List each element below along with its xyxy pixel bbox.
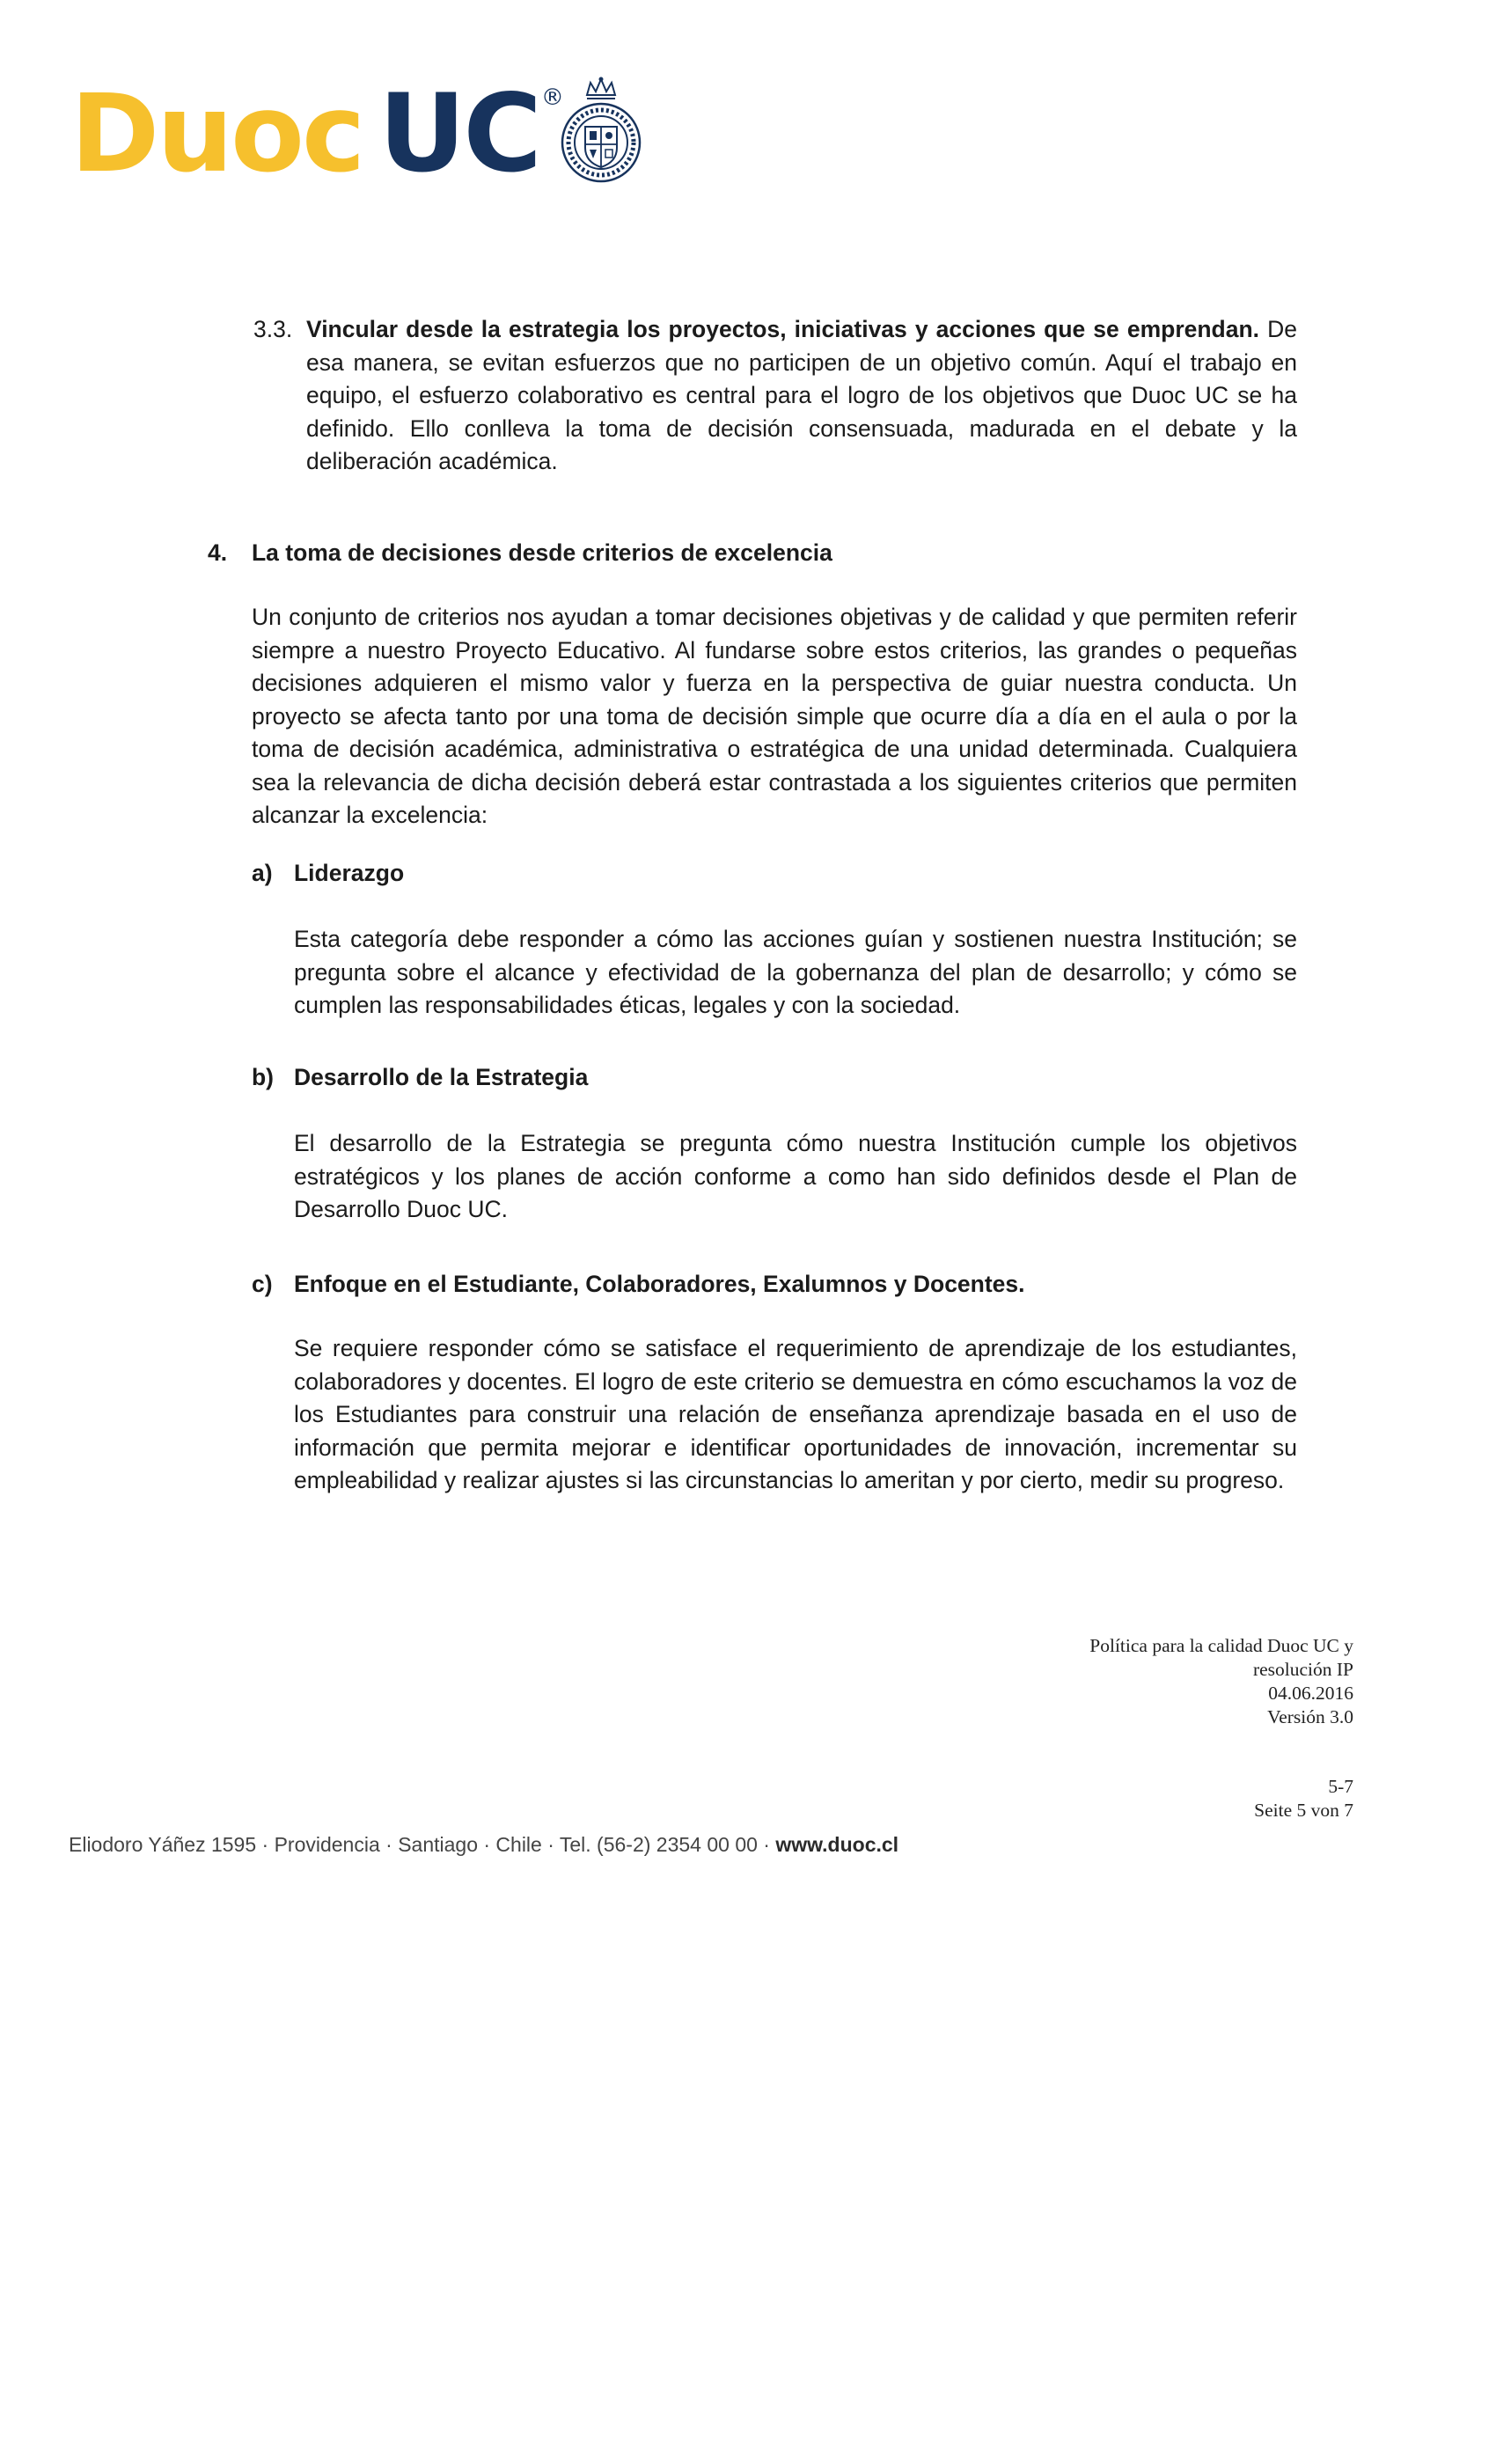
address-text: Eliodoro Yáñez 1595 · Providencia · Santiago · Chile · Tel. (56-2) 2354 00 00 · <box>69 1833 776 1856</box>
logo-uc-text: UC <box>378 71 539 196</box>
criterion-b-heading <box>252 1061 588 1095</box>
item-3-3 <box>253 313 1297 479</box>
footer-address <box>69 1830 898 1859</box>
logo-duoc-text: Duoc <box>70 71 363 196</box>
doc-version: Versión 3.0 <box>1267 1706 1353 1727</box>
criterion-c-title: Enfoque en el Estudiante, Colaboradores, Exalumnos y Docentes. <box>294 1271 1025 1297</box>
criterion-a-letter: a) <box>252 860 273 886</box>
page-number-long: Seite 5 von 7 <box>1254 1800 1353 1821</box>
doc-title-line1: Política para la calidad Duoc UC y <box>1089 1635 1353 1656</box>
criterion-b-title: Desarrollo de la Estrategia <box>294 1064 589 1090</box>
criterion-c-letter: c) <box>252 1271 273 1297</box>
section-4-number: 4. <box>208 539 228 566</box>
duoc-uc-logo <box>70 72 642 195</box>
document-reference <box>1089 1634 1353 1729</box>
item-3-3-text: De esa manera, se evitan esfuerzos que no participen de un objetivo común. Aquí el trabajo en equipo, el esfuerzo colaborativo es central para el logro de los objetivos que Duoc UC se ha definido. Ello conlleva la toma de decisión consensuada, madurada en el debate y la deliberación académica. <box>306 316 1297 474</box>
criterion-a-title: Liderazgo <box>294 860 405 886</box>
registered-mark: ® <box>540 84 564 111</box>
criterion-b-body: El desarrollo de la Estrategia se pregunta cómo nuestra Institución cumple los objetivos estratégicos y los planes de acción conforme a como han sido definidos desde el Plan de Desarrollo Duoc UC. <box>294 1130 1297 1222</box>
section-4-intro: Un conjunto de criterios nos ayudan a tomar decisiones objetivas y de calidad y que permiten referir siempre a nuestro Proyecto Educativo. Al fundarse sobre estos criterios, las grandes o pequeñas decisiones adquieren el mismo valor y fuerza en la perspectiva de guiar nuestra conducta. Un proyecto se afecta tanto por una toma de decisión simple que ocurre día a día en el aula o por la toma de decisión académica, administrativa o estratégica de una unidad determinada. Cualquiera sea la relevancia de dicha decisión deberá estar contrastada a los siguientes criterios que permiten alcanzar la excelencia: <box>252 604 1297 828</box>
page-number-short: 5-7 <box>1328 1776 1353 1797</box>
item-3-3-bold-text: Vincular desde la estrategia los proyectos, iniciativas y acciones que se emprendan. <box>306 316 1260 342</box>
criterion-b-letter: b) <box>252 1064 275 1090</box>
criterion-a-body: Esta categoría debe responder a cómo las acciones guían y sostienen nuestra Institución; se pregunta sobre el alcance y efectividad de la gobernanza del plan de desarrollo; y cómo se cumplen las responsabilidades éticas, legales y con la sociedad. <box>294 926 1297 1018</box>
doc-date: 04.06.2016 <box>1268 1683 1353 1704</box>
item-3-3-body <box>306 313 1297 479</box>
criterion-c-body: Se requiere responder cómo se satisface el requerimiento de aprendizaje de los estudiantes, colaboradores y docentes. El logro de este criterio se demuestra en cómo escuchamos la voz de los Estudiantes para construir una relación de enseñanza aprendizaje basada en el uso de información que permita mejorar e identificar oportunidades de innovación, incrementar su empleabilidad y realizar ajustes si las circunstancias lo ameritan y por cierto, medir su progreso. <box>294 1335 1297 1493</box>
criterion-c-heading <box>252 1268 1025 1302</box>
item-3-3-number: 3.3. <box>253 316 293 342</box>
section-4-title: La toma de decisiones desde criterios de excelencia <box>252 539 832 566</box>
website-link[interactable]: www.duoc.cl <box>775 1833 899 1856</box>
page-number <box>1254 1775 1353 1822</box>
section-4-heading <box>208 537 832 570</box>
doc-title-line2: resolución IP <box>1252 1659 1353 1680</box>
criterion-a-heading <box>252 857 404 891</box>
university-seal-icon <box>561 76 642 194</box>
